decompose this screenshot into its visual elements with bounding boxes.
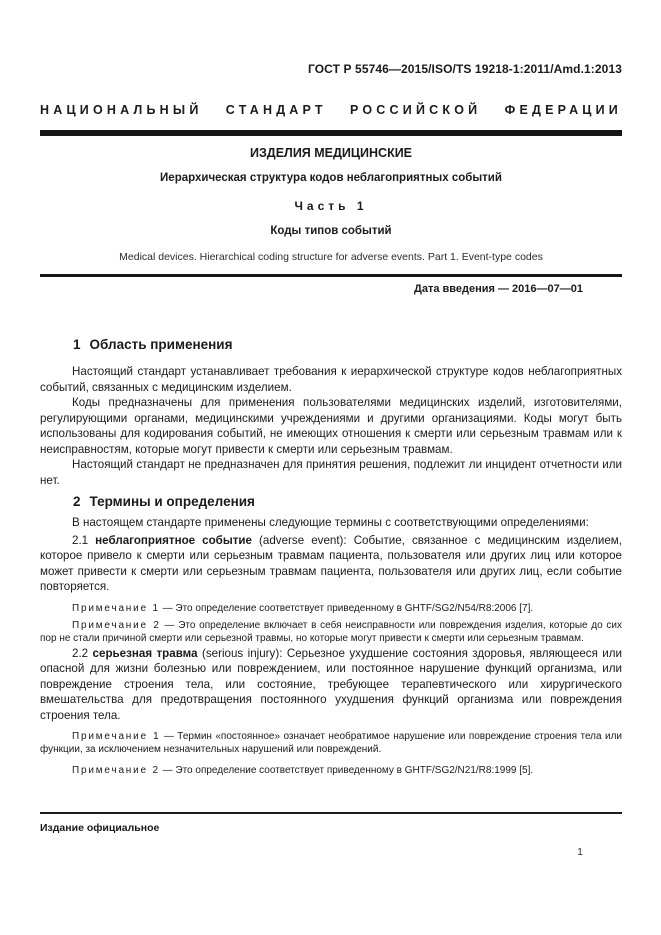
note-2-2-1 [40,730,622,756]
section-2-heading [73,494,622,509]
national-standard-banner: НАЦИОНАЛЬНЫЙ СТАНДАРТ РОССИЙСКОЙ ФЕДЕРАЦИИ [40,103,622,117]
term-name: неблагоприятное событие [95,533,252,547]
note-text: — Это определение соответствует приведенному в GHTF/SG2/N21/R8:1999 [5]. [162,765,534,776]
section-1-paragraph: Настоящий стандарт не предназначен для принятия решения, подлежит ли инцидент отчетности или нет. [40,458,622,487]
official-edition-note: Издание официальное [40,822,160,834]
note-label: Примечание 2 [72,619,161,631]
title-rule [40,274,622,277]
note-2-1-1 [40,602,622,615]
term-number: 2.1 [72,533,89,547]
section-1-paragraph: Настоящий стандарт устанавливает требования к иерархической структуре кодов неблагоприятных событий, связанных с медицинским изделием. [40,365,622,394]
note-label: Примечание 2 [72,765,160,776]
section-1-paragraph: Коды предназначены для применения пользователями медицинских изделий, изготовителями, регулирующими органами, медицинскими учреждениями и другими организациями. Коды могут быть использованы для кодирования событий, не имеющих отношения к смерти или серьезным травмам или к неисправностям, которые могут привести к смерти или серьезным травмам. [40,396,622,456]
note-2-1-2 [40,619,622,645]
footer-rule [40,812,622,814]
title-part-label: Часть 1 [294,199,368,213]
term-definition-2-2 [40,646,622,724]
term-text: (adverse event): Событие, связанное с медицинским изделием, которое привело к смерти или серьезным травмам пациента, пользователя или других лиц или которое может привести к смерти или серьезным травмам пациента, пользователя или других лиц, если событие повторяется. [40,533,622,593]
effective-date: Дата введения — 2016—07—01 [414,283,583,295]
term-name: серьезная травма [92,646,198,660]
title-subject: ИЗДЕЛИЯ МЕДИЦИНСКИЕ [249,146,413,160]
note-2-2-2 [40,764,622,777]
note-label: Примечание 1 [72,731,161,742]
note-text: — Термин «постоянное» означает необратимое нарушение или повреждение строения тела или функции, за исключением незначительных нарушений или повреждений. [40,731,622,755]
note-text: — Это определение включает в себя неисправности или повреждения изделия, которые до сих пор не стали причиной смерти или серьезной травмы, но которые могут привести к смерти или серьезным травмам. [40,619,623,644]
section-1-title: Область применения [89,337,233,352]
title-subtitle: Иерархическая структура кодов неблагоприятных событий [160,172,502,184]
page-number: 1 [577,846,583,858]
section-2-number: 2 [73,494,81,509]
note-label: Примечание 1 [72,602,160,614]
term-text: (serious injury): Серьезное ухудшение состояния здоровья, являющееся или опасной для жизни болезнью или повреждением, или постоянное нарушение функций организма, или повреждение строения тела, или состояние, требующее терапевтического или хирургического вмешательства для предотвращения постоянного ухудшения функций организма или повреждения строения тела. [40,646,622,722]
term-definition-2-1 [40,533,622,595]
note-text: — Это определение соответствует приведенному в GHTF/SG2/N54/R8:2006 [7]. [162,602,534,614]
page-footer [40,812,622,858]
title-english: Medical devices. Hierarchical coding structure for adverse events. Part 1. Event-type codes [119,251,543,263]
page-content [0,62,661,777]
title-part-name: Коды типов событий [270,225,392,237]
term-number: 2.2 [72,646,89,660]
section-2-intro: В настоящем стандарте применены следующие термины с соответствующими определениями: [72,516,589,529]
section-1-heading [73,337,622,352]
section-2-title: Термины и определения [89,494,255,509]
section-1-number: 1 [73,337,81,352]
header-rule-thick [40,130,622,136]
standard-designation: ГОСТ Р 55746—2015/ISO/TS 19218-1:2011/Amd.1:2013 [308,62,622,76]
